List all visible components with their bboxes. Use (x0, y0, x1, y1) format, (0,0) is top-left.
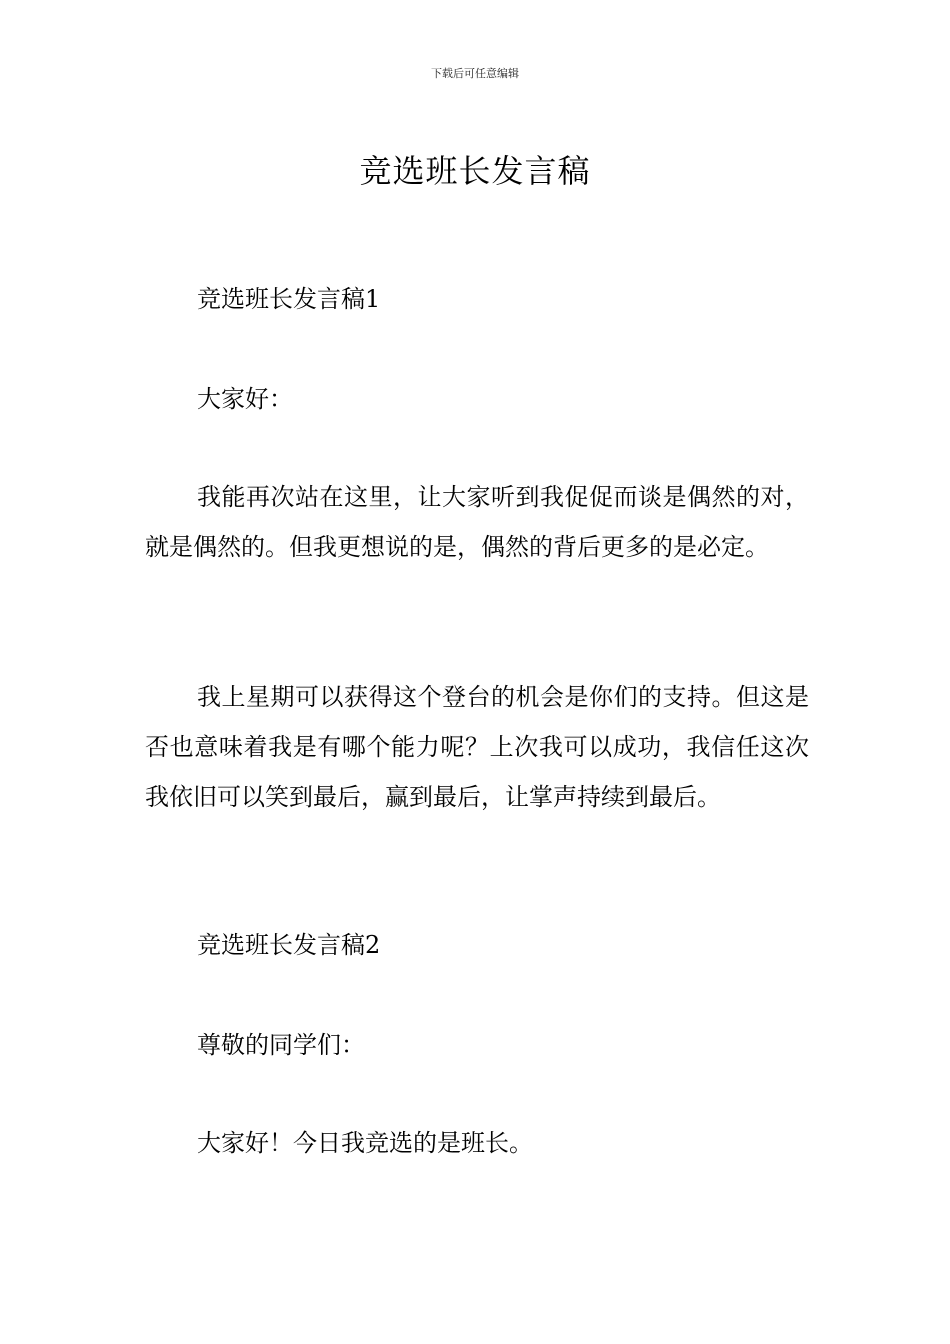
body-paragraph: 我能再次站在这里，让大家听到我促促而谈是偶然的对，就是偶然的。但我更想说的是，偶然的背后更多的是必定。 (145, 483, 809, 561)
greeting-paragraph: 尊敬的同学们： (197, 1031, 365, 1059)
header-note: 下载后可任意编辑 (431, 67, 519, 80)
body-paragraph: 大家好！今日我竞选的是班长。 (197, 1129, 533, 1157)
body-paragraph: 我上星期可以获得这个登台的机会是你们的支持。但这是否也意味着我是有哪个能力呢？上次我可以成功，我信任这次我依旧可以笑到最后，赢到最后，让掌声持续到最后。 (145, 683, 809, 811)
section-heading: 竞选班长发言稿2 (197, 931, 381, 959)
document-title: 竞选班长发言稿 (359, 152, 591, 191)
greeting-paragraph: 大家好： (197, 385, 293, 413)
section-heading: 竞选班长发言稿1 (197, 285, 381, 313)
